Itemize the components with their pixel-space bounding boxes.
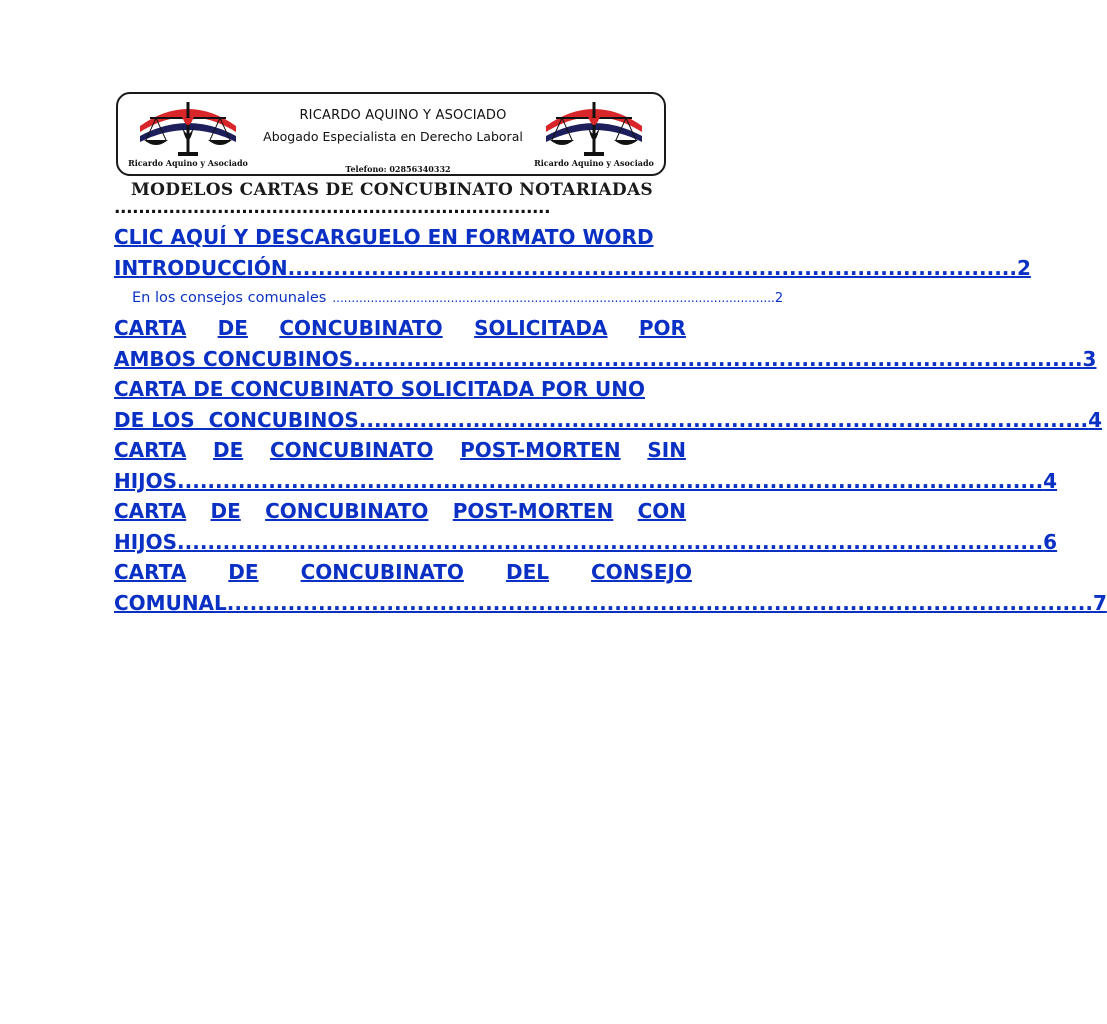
toc-entry-label-line1: CARTA DE CONCUBINATO SOLICITADA POR UNO xyxy=(114,377,646,401)
toc-word: DE xyxy=(212,438,244,462)
toc-entry-ambos-concubinos-line1[interactable] xyxy=(114,313,686,344)
toc-entry-label: COMUNAL xyxy=(114,590,227,615)
toc-word: DEL xyxy=(505,560,549,584)
toc-entry-consejos-comunales[interactable] xyxy=(114,283,784,313)
toc-entry-post-morten-sin-hijos-line1[interactable] xyxy=(114,435,686,466)
toc-entry-post-morten-con-hijos[interactable] xyxy=(114,527,1058,558)
toc-word: CARTA xyxy=(114,560,187,584)
toc-dot-leader: .................................................................................................................... xyxy=(332,291,775,305)
toc-entry-label: AMBOS CONCUBINOS xyxy=(114,346,354,371)
toc-page-number: 2 xyxy=(1016,255,1031,280)
download-link-label: CLIC AQUÍ Y DESCARGUELO EN FORMATO WORD xyxy=(114,225,654,249)
toc-entry-uno-concubinos-line1[interactable] xyxy=(114,374,669,405)
toc-word: SIN xyxy=(647,438,686,462)
toc-word: CONCUBINATO xyxy=(300,560,464,584)
law-firm-emblem-right xyxy=(530,96,658,172)
toc-entry-introduccion[interactable] xyxy=(114,253,1031,284)
toc-word: CONCUBINATO xyxy=(270,438,434,462)
toc-entry-consejo-comunal[interactable] xyxy=(114,588,1107,619)
toc-dot-leader: ................................................................................................ xyxy=(287,255,1017,280)
toc-word: POST-MORTEN xyxy=(460,438,621,462)
toc-dot-leader: .................................................................................................................. xyxy=(226,590,1093,615)
toc-entry-label: En los consejos comunales xyxy=(132,290,327,306)
toc-entry-post-morten-sin-hijos[interactable] xyxy=(114,466,1058,497)
toc-page-number: 7 xyxy=(1092,590,1107,615)
toc-entry-post-morten-con-hijos-line1[interactable] xyxy=(114,496,686,527)
download-word-link[interactable] xyxy=(114,222,669,253)
toc-word: DE xyxy=(228,560,259,584)
toc-dot-leader: ................................................................................................ xyxy=(358,407,1089,432)
toc-page-number: 4 xyxy=(1088,407,1103,432)
scales-of-justice-icon xyxy=(544,96,644,158)
toc-word: POST-MORTEN xyxy=(452,499,614,523)
letterhead xyxy=(116,92,666,176)
toc-word: CONCUBINATO xyxy=(279,316,443,340)
toc-entry-label: INTRODUCCIÓN xyxy=(114,255,288,280)
toc-page-number: 2 xyxy=(774,291,784,306)
toc-word: CARTA xyxy=(114,438,187,462)
toc-word: CARTA xyxy=(114,499,187,523)
toc-entry-label: HIJOS xyxy=(114,529,178,554)
toc-dot-leader: .................................................................................................................. xyxy=(177,468,1044,493)
document-title: MODELOS CARTAS DE CONCUBINATO NOTARIADAS xyxy=(130,180,654,200)
toc-page-number: 6 xyxy=(1043,529,1058,554)
toc-word: DE xyxy=(217,316,248,340)
toc-entry-label: DE LOS CONCUBINOS xyxy=(114,407,359,432)
emblem-caption: Ricardo Aquino y Asociado xyxy=(534,158,654,168)
toc-word: POR xyxy=(638,316,686,340)
dotted-separator: ........................................................................ xyxy=(114,198,551,218)
toc-word: SOLICITADA xyxy=(474,316,608,340)
toc-page-number: 4 xyxy=(1043,468,1058,493)
toc-entry-label: HIJOS xyxy=(114,468,178,493)
toc-entry-uno-concubinos[interactable] xyxy=(114,405,1103,436)
toc-word: DE xyxy=(210,499,241,523)
firm-phone: Telefono: 02856340332 xyxy=(345,164,451,174)
toc-dot-leader: ................................................................................................ xyxy=(353,346,1083,371)
firm-name: RICARDO AQUINO Y ASOCIADO xyxy=(299,108,507,123)
emblem-caption: Ricardo Aquino y Asociado xyxy=(128,158,248,168)
table-of-contents xyxy=(114,222,1107,618)
toc-word: CON xyxy=(637,499,686,523)
law-firm-emblem-left xyxy=(124,96,252,172)
toc-dot-leader: .................................................................................................................. xyxy=(177,529,1044,554)
toc-word: CONSEJO xyxy=(591,560,692,584)
firm-subtitle: Abogado Especialista en Derecho Laboral xyxy=(263,129,523,144)
toc-entry-consejo-comunal-line1[interactable] xyxy=(114,557,692,588)
toc-word: CARTA xyxy=(114,316,187,340)
scales-of-justice-icon xyxy=(138,96,238,158)
toc-entry-ambos-concubinos[interactable] xyxy=(114,344,1097,375)
toc-word: CONCUBINATO xyxy=(265,499,429,523)
toc-page-number: 3 xyxy=(1082,346,1097,371)
